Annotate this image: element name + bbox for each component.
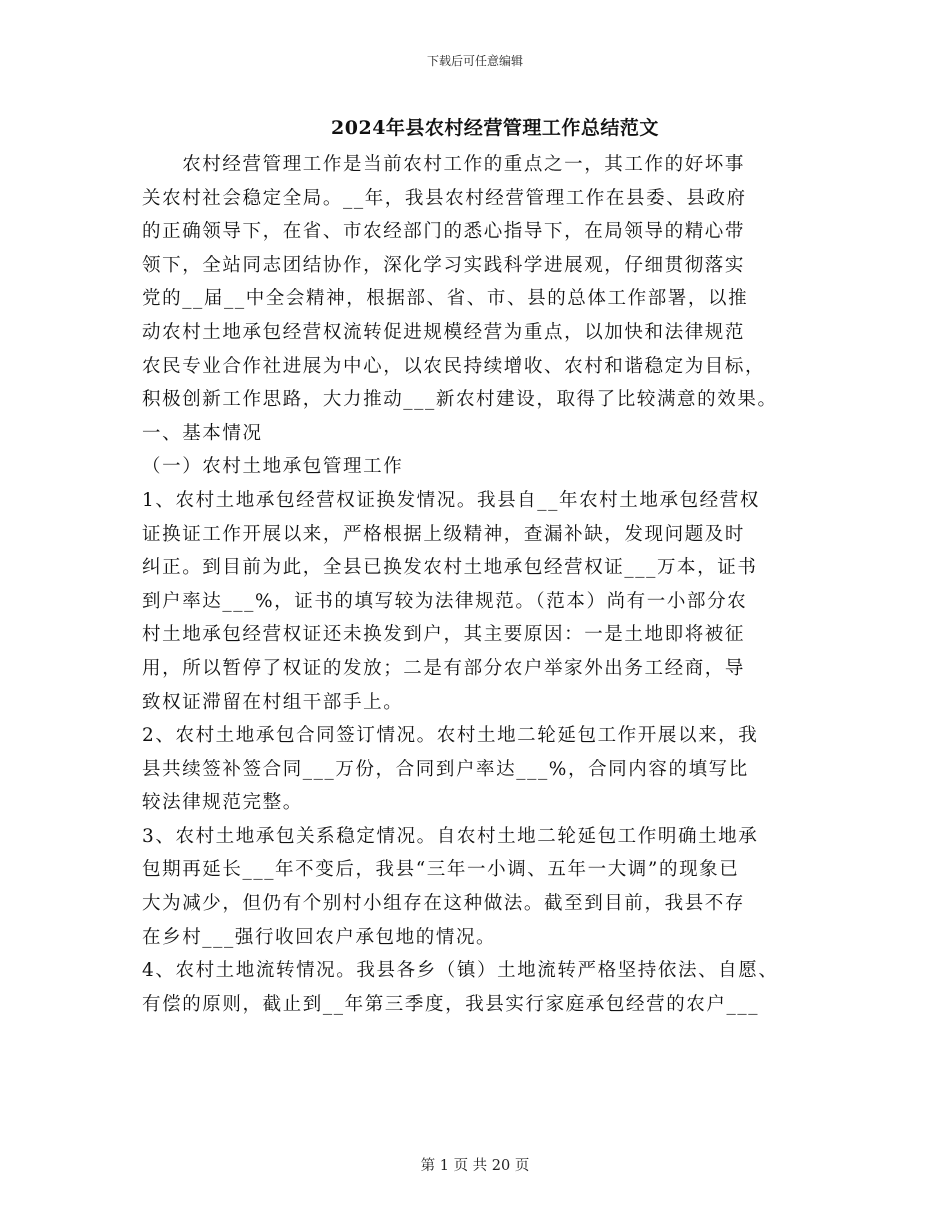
document-title: 2024年县农村经营管理工作总结范文 bbox=[331, 117, 659, 139]
body-line: 县共续签补签合同___万份，合同到户率达___%，合同内容的填写比 bbox=[142, 758, 749, 780]
subsection-heading: （一）农村土地承包管理工作 bbox=[142, 456, 404, 478]
body-line: 关农村社会稳定全局。__年，我县农村经营管理工作在县委、县政府 bbox=[142, 187, 747, 209]
body-line: 领下，全站同志团结协作，深化学习实践科学进展观，仔细贯彻落实 bbox=[142, 254, 746, 276]
body-line: 致权证滞留在村组干部手上。 bbox=[142, 691, 404, 713]
body-line: 的正确领导下，在省、市农经部门的悉心指导下，在局领导的精心带 bbox=[142, 221, 746, 243]
body-line: 大为减少，但仍有个别村小组存在这种做法。截至到目前，我县不存 bbox=[142, 893, 746, 915]
body-line: 农村经营管理工作是当前农村工作的重点之一，其工作的好坏事 bbox=[142, 154, 746, 175]
body-line: 动农村土地承包经营权流转促进规模经营为重点，以加快和法律规范 bbox=[142, 321, 746, 343]
body-line: 到户率达___%，证书的填写较为法律规范。（范本）尚有一小部分农 bbox=[142, 590, 748, 612]
body-line: 有偿的原则，截止到__年第三季度，我县实行家庭承包经营的农户___ bbox=[142, 993, 760, 1015]
body-line: 农民专业合作社进展为中心，以农民持续增收、农村和谐稳定为目标， bbox=[142, 355, 766, 377]
body-line: 村土地承包经营权证还未换发到户，其主要原因：一是土地即将被征 bbox=[142, 624, 746, 646]
body-line: 1、农村土地承包经营权证换发情况。我县自__年农村土地承包经营权 bbox=[142, 489, 760, 511]
body-line: 用，所以暂停了权证的发放；二是有部分农户举家外出务工经商，导 bbox=[142, 657, 746, 679]
body-line: 积极创新工作思路，大力推动___新农村建设，取得了比较满意的效果。 bbox=[142, 389, 778, 411]
page-header: 下载后可任意编辑 bbox=[426, 54, 523, 68]
document-body bbox=[142, 148, 822, 1021]
body-line: 党的__届__中全会精神，根据部、省、市、县的总体工作部署，以推 bbox=[142, 288, 749, 310]
body-line: 证换证工作开展以来，严格根据上级精神，查漏补缺，发现问题及时 bbox=[142, 523, 746, 545]
body-line: 2、农村土地承包合同签订情况。农村土地二轮延包工作开展以来，我 bbox=[142, 725, 759, 747]
page-number-footer: 第 1 页 共 20 页 bbox=[420, 1158, 530, 1174]
body-line: 在乡村___强行收回农户承包地的情况。 bbox=[142, 926, 497, 948]
body-line: 4、农村土地流转情况。我县各乡（镇）土地流转严格坚持依法、自愿、 bbox=[142, 960, 779, 982]
body-line: 较法律规范完整。 bbox=[142, 792, 303, 814]
body-line: 3、农村土地承包关系稳定情况。自农村土地二轮延包工作明确土地承 bbox=[142, 825, 759, 847]
body-line: 包期再延长___年不变后，我县“三年一小调、五年一大调”的现象已 bbox=[142, 859, 740, 881]
body-line: 纠正。到目前为此，全县已换发农村土地承包经营权证___万本，证书 bbox=[142, 557, 758, 579]
section-heading: 一、基本情况 bbox=[142, 422, 263, 444]
